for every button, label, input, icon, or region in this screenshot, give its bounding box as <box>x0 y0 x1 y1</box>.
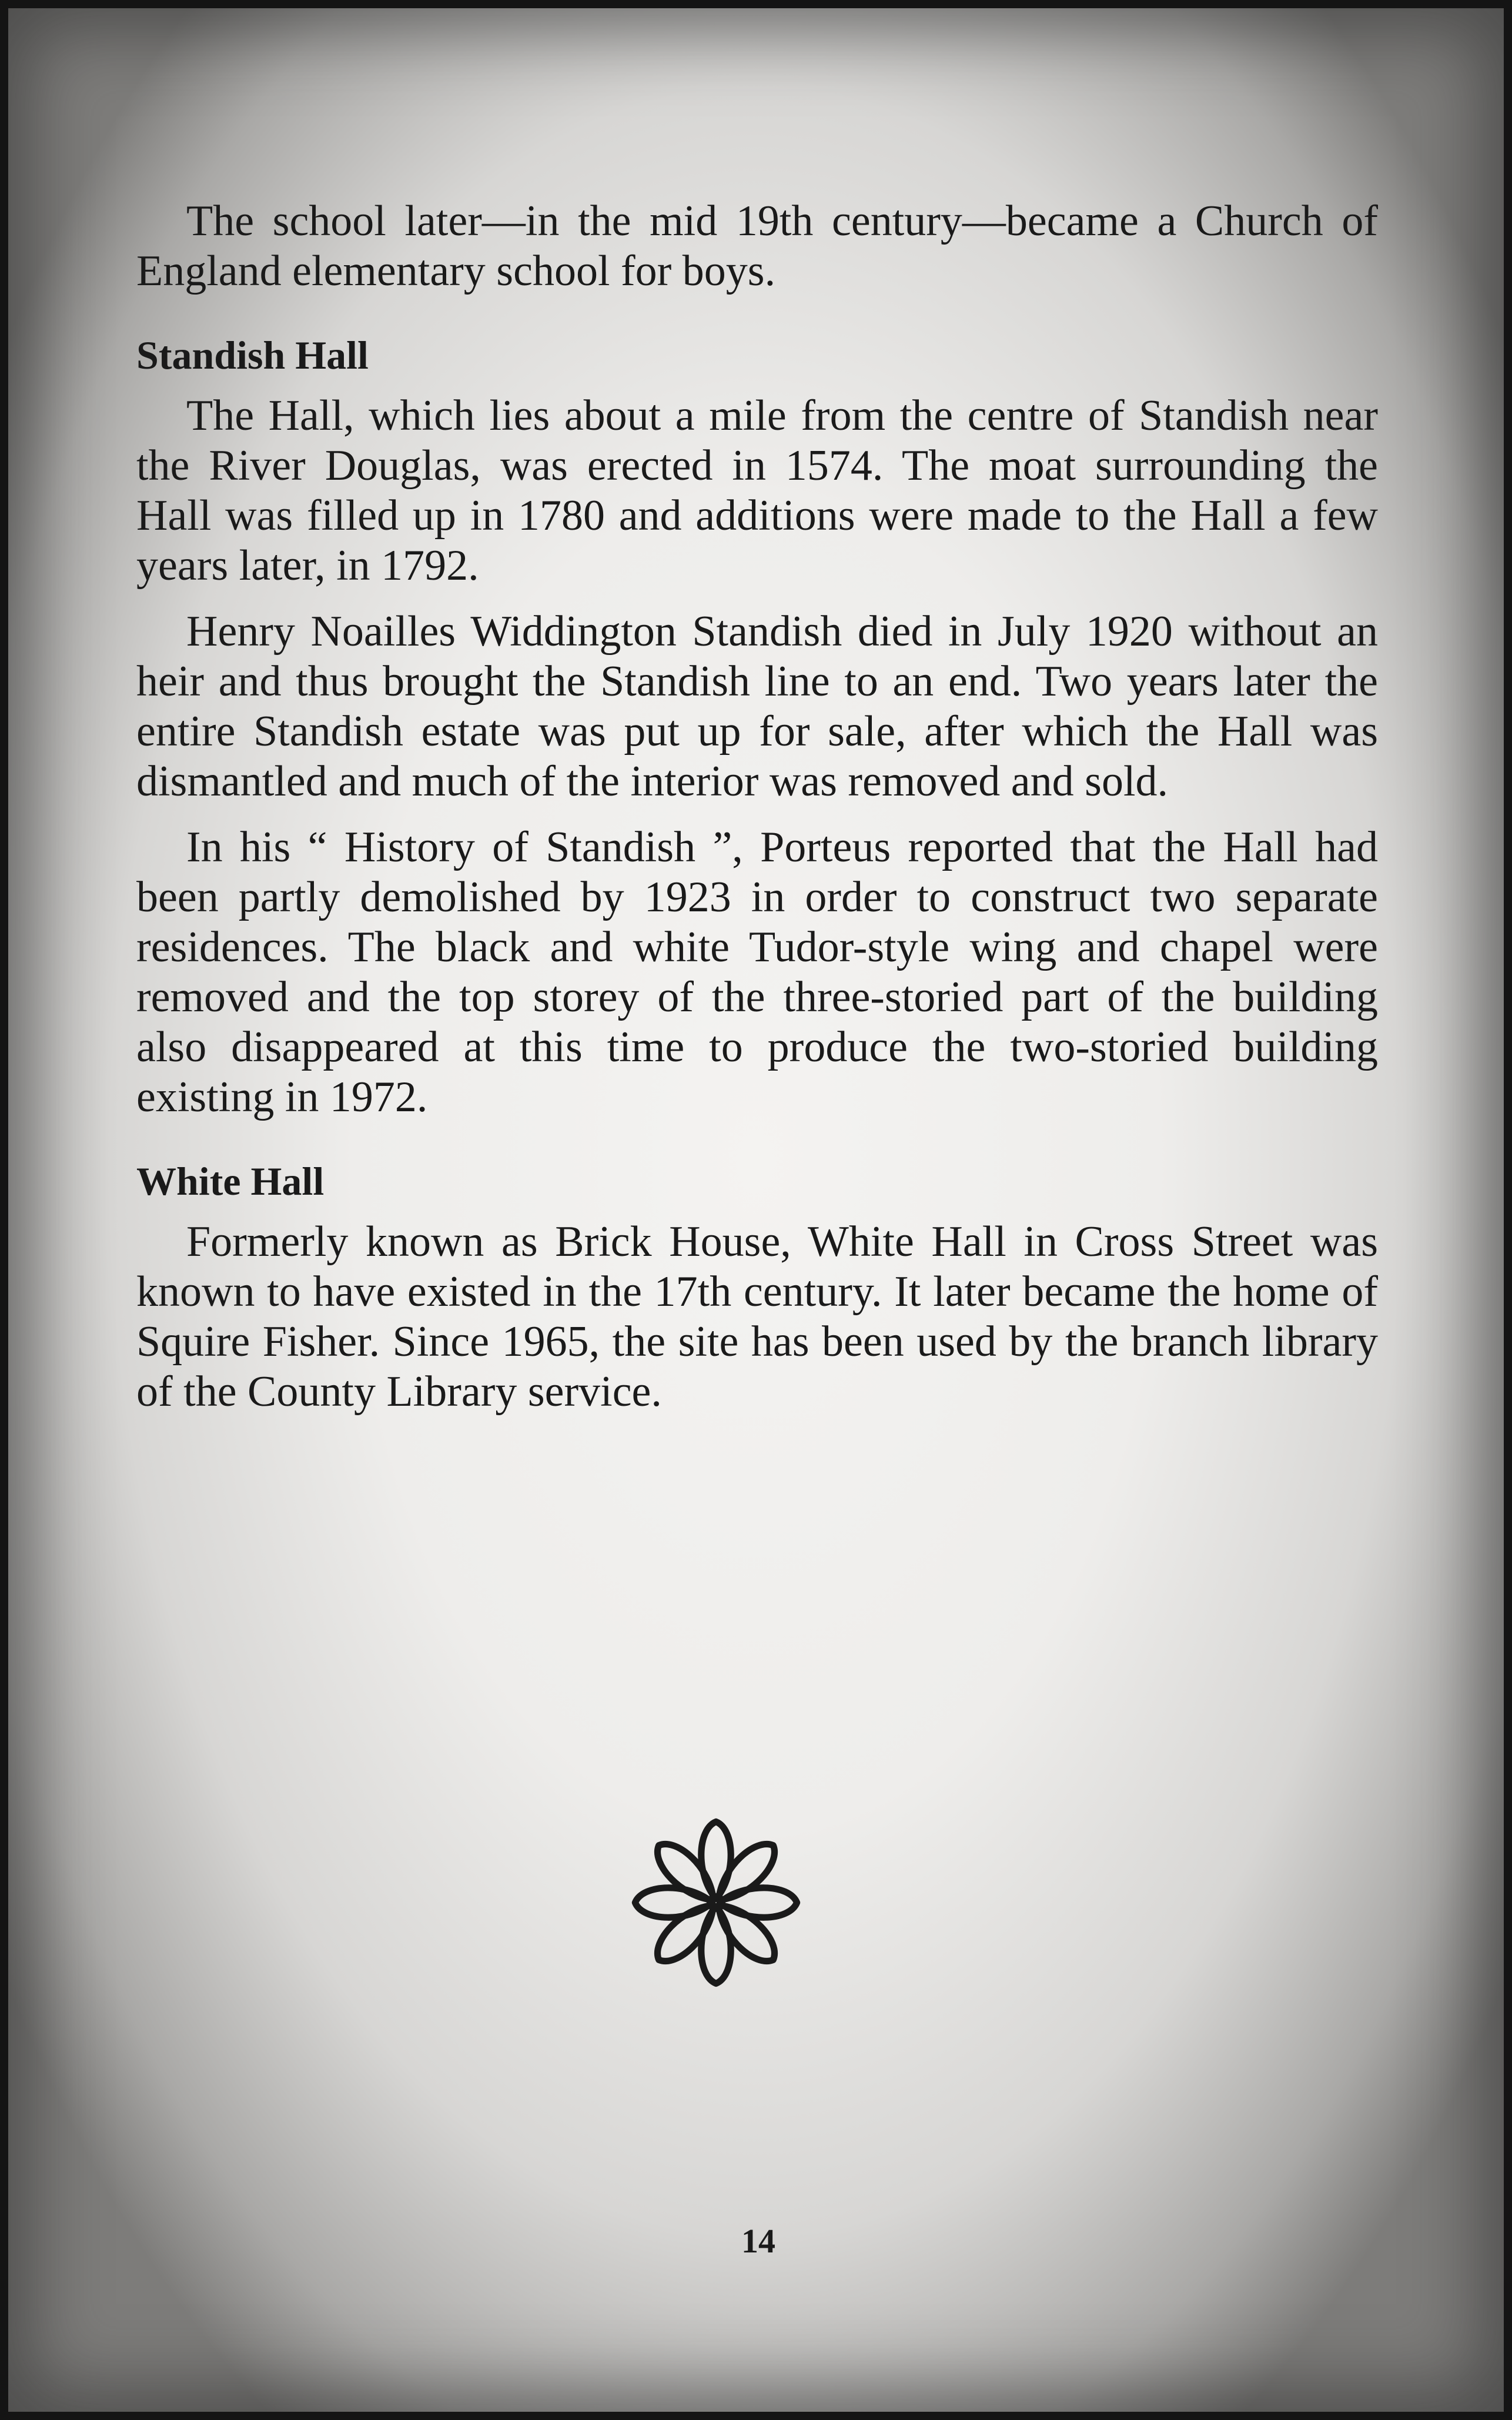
standish-hall-paragraph-3: In his “ History of Standish ”, Porteus reported that the Hall had been partly demolished by 1923 in order to construct two separate residences. The black and white Tudor-style wing and chapel were removed and the top storey of the three-storied part of the building also disappeared at this time to produce the two-storied building existing in 1972. <box>136 823 1378 1121</box>
white-hall-paragraph-1: Formerly known as Brick House, White Hall in Cross Street was known to have existed in the 17th century. It later became the home of Squire Fisher. Since 1965, the site has been used by the branch library of the County Library service. <box>136 1218 1378 1416</box>
book-page <box>8 8 1504 2412</box>
page-body <box>136 196 1378 1433</box>
section-heading-standish-hall: Standish Hall <box>136 333 369 377</box>
standish-hall-paragraph-2: Henry Noailles Widdington Standish died in July 1920 without an heir and thus brought the Standish line to an end. Two years later the entire Standish estate was put up for sale, after which the Hall was dismantled and much of the interior was removed and sold. <box>136 607 1378 805</box>
intro-paragraph: The school later—in the mid 19th century—became a Church of England elementary school for boys. <box>136 197 1378 295</box>
page-number: 14 <box>741 2222 775 2260</box>
section-heading-white-hall: White Hall <box>136 1159 325 1204</box>
standish-hall-paragraph-1: The Hall, which lies about a mile from the centre of Standish near the River Douglas, was erected in 1574. The moat surrounding the Hall was filled up in 1780 and additions were made to the Hall a few years later, in 1792. <box>136 392 1378 590</box>
flower-ornament-icon <box>622 1809 810 1997</box>
